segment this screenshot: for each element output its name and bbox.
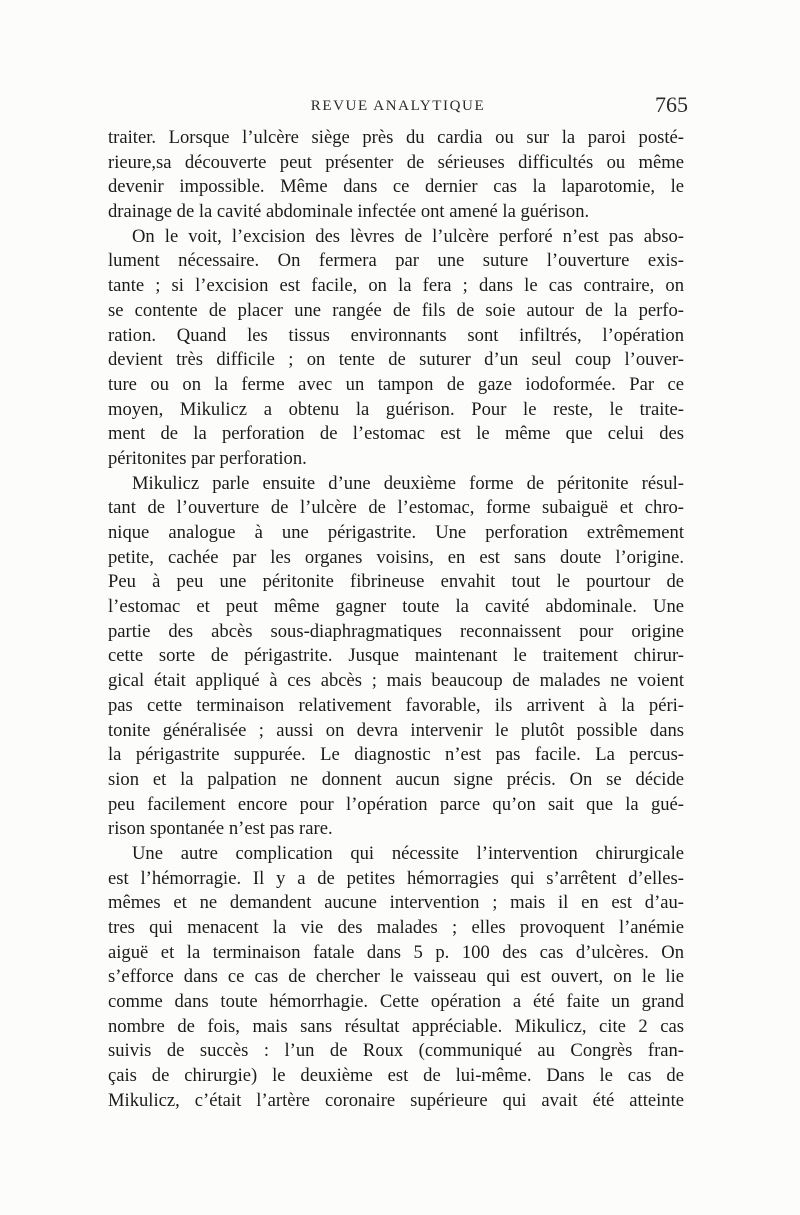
text-line: mêmes et ne demandent aucune intervention ; mais il en est d’au- — [108, 892, 684, 914]
text-line: ment de la perforation de l’estomac est le même que celui des — [108, 423, 684, 445]
running-title: REVUE ANALYTIQUE — [310, 98, 486, 114]
text-line: comme dans toute hémorrhagie. Cette opération a été faite un grand — [108, 991, 684, 1013]
text-line: On le voit, l’excision des lèvres de l’ulcère perforé n’est pas abso- — [132, 225, 684, 247]
text-line: tres qui menacent la vie des malades ; elles provoquent l’anémie — [108, 917, 684, 938]
text-line: peu facilement encore pour l’opération parce qu’on sait que la gué- — [108, 793, 684, 815]
text-line: cette sorte de périgastrite. Jusque maintenant le traitement chirur- — [108, 645, 684, 667]
text-line: Mikulicz, c’était l’artère coronaire supérieure qui avait été atteinte — [108, 1089, 684, 1111]
text-line: aiguë et la terminaison fatale dans 5 p. 100 des cas d’ulcères. On — [108, 941, 684, 963]
body-text — [108, 126, 684, 1114]
text-line: tante ; si l’excision est facile, on la fera ; dans le cas contraire, on — [108, 275, 684, 297]
text-line: lument nécessaire. On fermera par une suture l’ouverture exis- — [108, 250, 684, 272]
text-line: nique analogue à une périgastrite. Une perforation extrêmement — [108, 522, 684, 543]
text-line: pas cette terminaison relativement favorable, ils arrivent à la péri- — [108, 694, 684, 716]
text-line: suivis de succès : l’un de Roux (communiqué au Congrès fran- — [108, 1040, 684, 1062]
page-number: 765 — [655, 92, 688, 117]
text-line: rison spontanée n’est pas rare. — [108, 818, 333, 840]
running-head — [108, 92, 688, 122]
text-line: rieure,sa découverte peut présenter de sérieuses difficultés ou même — [108, 151, 684, 173]
text-line: partie des abcès sous-diaphragmatiques reconnaissent pour origine — [108, 620, 684, 642]
text-line: drainage de la cavité abdominale infectée ont amené la guérison. — [108, 201, 590, 223]
text-line: tant de l’ouverture de l’ulcère de l’estomac, forme subaiguë et chro- — [108, 497, 684, 519]
text-line: ration. Quand les tissus environnants sont infiltrés, l’opération — [108, 324, 684, 346]
text-line: s’efforce dans ce cas de chercher le vaisseau qui est ouvert, on le lie — [108, 966, 684, 988]
text-line: Peu à peu une péritonite fibrineuse envahit tout le pourtour de — [108, 571, 684, 593]
text-line: gical était appliqué à ces abcès ; mais beaucoup de malades ne voient — [108, 670, 684, 692]
text-line: l’estomac et peut même gagner toute la cavité abdominale. Une — [108, 596, 684, 618]
text-line: petite, cachée par les organes voisins, en est sans doute l’origine. — [108, 546, 684, 568]
text-line: péritonites par perforation. — [108, 447, 307, 469]
text-line: sion et la palpation ne donnent aucun signe précis. On se décide — [108, 768, 684, 790]
text-line: est l’hémorragie. Il y a de petites hémorragies qui s’arrêtent d’elles- — [108, 867, 684, 889]
text-line: nombre de fois, mais sans résultat appréciable. Mikulicz, cite 2 cas — [108, 1015, 684, 1037]
text-line: moyen, Mikulicz a obtenu la guérison. Pour le reste, le traite- — [108, 398, 684, 420]
text-line: devenir impossible. Même dans ce dernier cas la laparotomie, le — [108, 176, 684, 198]
text-line: Une autre complication qui nécessite l’intervention chirurgicale — [132, 842, 684, 864]
text-line: traiter. Lorsque l’ulcère siège près du cardia ou sur la paroi posté- — [108, 127, 684, 148]
text-line: la périgastrite suppurée. Le diagnostic n’est pas facile. La percus- — [108, 744, 684, 766]
text-line: çais de chirurgie) le deuxième est de lui-même. Dans le cas de — [108, 1065, 684, 1087]
text-line: devient très difficile ; on tente de suturer d’un seul coup l’ouver- — [108, 349, 684, 371]
text-line: se contente de placer une rangée de fils de soie autour de la perfo- — [108, 299, 684, 321]
text-line: ture ou on la ferme avec un tampon de gaze iodoformée. Par ce — [108, 373, 684, 395]
text-line: Mikulicz parle ensuite d’une deuxième forme de péritonite résul- — [132, 472, 684, 494]
text-line: tonite généralisée ; aussi on devra intervenir le plutôt possible dans — [108, 719, 684, 741]
